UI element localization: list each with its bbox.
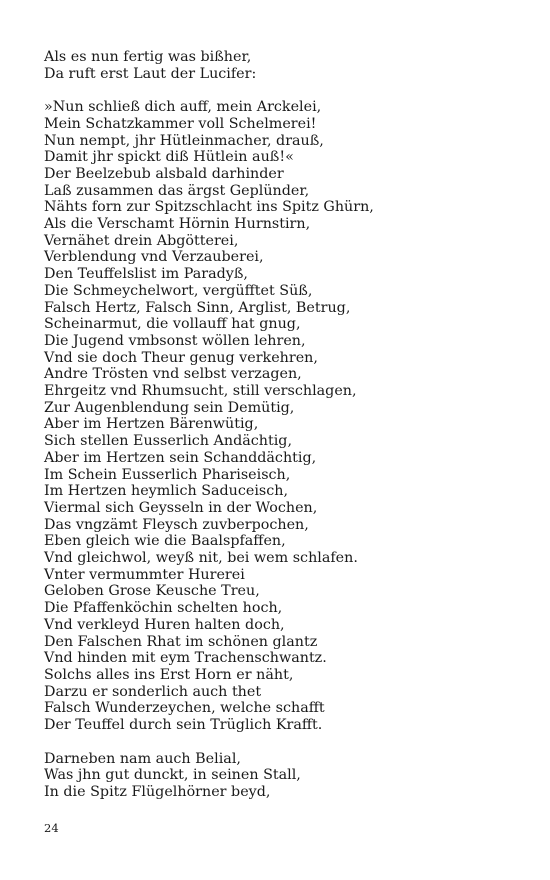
page-number: 24 [44,821,59,835]
verse-line: Eben gleich wie die Baalspfaffen, [44,533,286,550]
verse-line: Damit jhr spickt diß Hütlein auß!« [44,149,294,166]
verse-line: Vnter vermummter Hurerei [44,566,245,583]
verse-line: »Nun schließ dich auff, mein Arckelei, [44,99,322,116]
verse-line: Nun nempt, jhr Hütleinmacher, drauß, [44,132,324,149]
verse-line: Vnd verkleyd Huren halten doch, [44,616,285,633]
verse-line: Als die Verschamt Hörnin Hurnstirn, [44,216,311,233]
verse-line: Zur Augenblendung sein Demütig, [44,399,295,416]
verse-line: Aber im Hertzen Bärenwütig, [44,416,259,433]
verse-line: Viermal sich Geysseln in der Wochen, [44,499,318,516]
verse-line: Darneben nam auch Belial, [44,750,241,767]
verse-line: Aber im Hertzen sein Schanddächtig, [44,449,317,466]
verse-line: Scheinarmut, die vollauff hat gnug, [44,316,301,333]
verse-line: Der Teuffel durch sein Trüglich Krafft. [44,717,323,734]
verse-line: Das vngzämt Fleysch zuvberpochen, [44,516,309,533]
verse-line: Andre Trösten vnd selbst verzagen, [44,366,302,383]
verse-line: Vnd gleichwol, weyß nit, bei wem schlafen. [44,550,358,567]
verse-line: Vnd sie doch Theur genug verkehren, [44,349,318,366]
verse-line: Laß zusammen das ärgst Geplünder, [44,182,310,199]
verse-line: Der Beelzebub alsbald darhinder [44,165,284,182]
verse-line: Mein Schatzkammer voll Schelmerei! [44,115,317,132]
verse-line: Nähts forn zur Spitzschlacht ins Spitz Ghürn, [44,199,374,216]
stanza [44,99,524,734]
verse-line: Vnd hinden mit eym Trachenschwantz. [44,650,327,667]
verse-line: Die Schmeychelwort, vergüfftet Süß, [44,282,313,299]
stanza [44,751,524,801]
verse-line: Was jhn gut dunckt, in seinen Stall, [44,767,301,784]
verse-line: Den Teuffelslist im Paradyß, [44,266,248,283]
verse-line: In die Spitz Flügelhörner beyd, [44,783,271,800]
verse-line: Im Schein Eusserlich Phariseisch, [44,466,291,483]
verse-line: Falsch Hertz, Falsch Sinn, Arglist, Betrug, [44,299,351,316]
verse-line: Als es nun fertig was bißher, [44,49,252,65]
verse-line: Vernähet drein Abgötterei, [44,232,239,249]
verse-line: Geloben Grose Keusche Treu, [44,583,260,600]
verse-line: Falsch Wunderzeychen, welche schafft [44,700,325,717]
verse-line: Die Pfaffenköchin schelten hoch, [44,600,283,617]
verse-line: Die Jugend vmbsonst wöllen lehren, [44,332,306,349]
poem-text [44,49,524,801]
verse-line: Darzu er sonderlich auch thet [44,683,262,700]
verse-line: Solchs alles ins Erst Horn er näht, [44,667,294,683]
verse-line: Verblendung vnd Verzauberei, [44,249,264,266]
verse-line: Den Falschen Rhat im schönen glantz [44,633,318,650]
verse-line: Im Hertzen heymlich Saduceisch, [44,483,289,500]
stanza [44,49,524,82]
verse-line: Da ruft erst Laut der Lucifer: [44,65,257,82]
verse-line: Sich stellen Eusserlich Andächtig, [44,433,292,450]
verse-line: Ehrgeitz vnd Rhumsucht, still verschlagen, [44,383,357,400]
